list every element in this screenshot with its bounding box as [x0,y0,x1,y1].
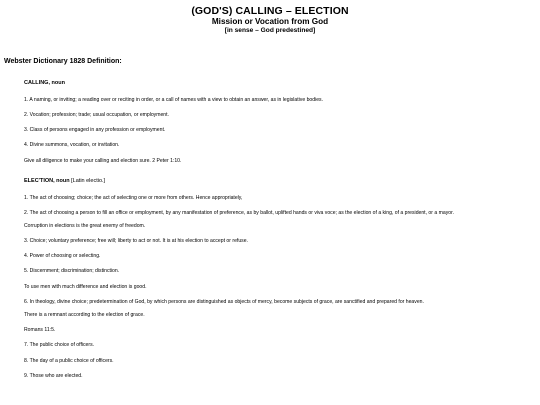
calling-definition: 4. Divine summons, vocation, or invitation. [24,142,120,149]
election-line: 2. The act of choosing a person to fill an office or employment, by any manifestation of preference, as by ballot, uplifted hands or viva voce; as the election of a king, of a president, or a mayor. [24,209,454,216]
page-subtitle: Mission or Vocation from God [211,17,329,26]
election-line: 7. The public choice of officers. [24,342,95,349]
election-line: Romans 11:5. [24,327,56,334]
page-title: (GOD'S) CALLING – ELECTION [191,5,349,17]
election-line: To use men with much difference and election is good. [24,283,147,290]
election-etymology: [Latin electio.] [71,177,106,184]
election-headword-line [24,178,530,184]
election-line: 5. Discernment; discrimination; distinction. [24,268,120,275]
election-line: 8. The day of a public choice of officers. [24,357,114,364]
election-line: 1. The act of choosing; choice; the act of selecting one or more from others. Hence appropriately, [24,194,243,201]
section-heading: Webster Dictionary 1828 Definition: [4,58,122,65]
page-subtitle-note: [in sense – God predestined] [224,27,316,34]
calling-definition: 3. Class of persons engaged in any profession or employment. [24,127,166,134]
election-line: 6. In theology, divine choice; predetermination of God, by which persons are distinguished as objects of mercy, become subjects of grace, are sanctified and prepared for heaven. [24,298,424,305]
election-line: 9. Those who are elected. [24,372,83,379]
election-line: Corruption in elections is the great enemy of freedom. [24,222,146,229]
election-line: 4. Power of choosing or selecting. [24,253,101,260]
election-line: There is a remnant according to the election of grace. [24,311,145,318]
definitions-body [24,80,530,388]
election-line: 3. Choice; voluntary preference; free will; liberty to act or not. It is at his election to accept or refuse. [24,238,248,245]
calling-definition: 1. A naming, or inviting; a reading over or reciting in order, or a call of names with a view to obtain an answer, as in legislative bodies. [24,96,323,103]
election-headword: ELEC'TION, noun [24,177,70,184]
document-header [0,0,540,35]
calling-definition: 2. Vocation; profession; trade; usual occupation, or employment. [24,111,169,118]
calling-headword: CALLING, noun [24,80,65,86]
calling-example: Give all diligence to make your calling and election sure. 2 Peter 1:10. [24,157,182,164]
